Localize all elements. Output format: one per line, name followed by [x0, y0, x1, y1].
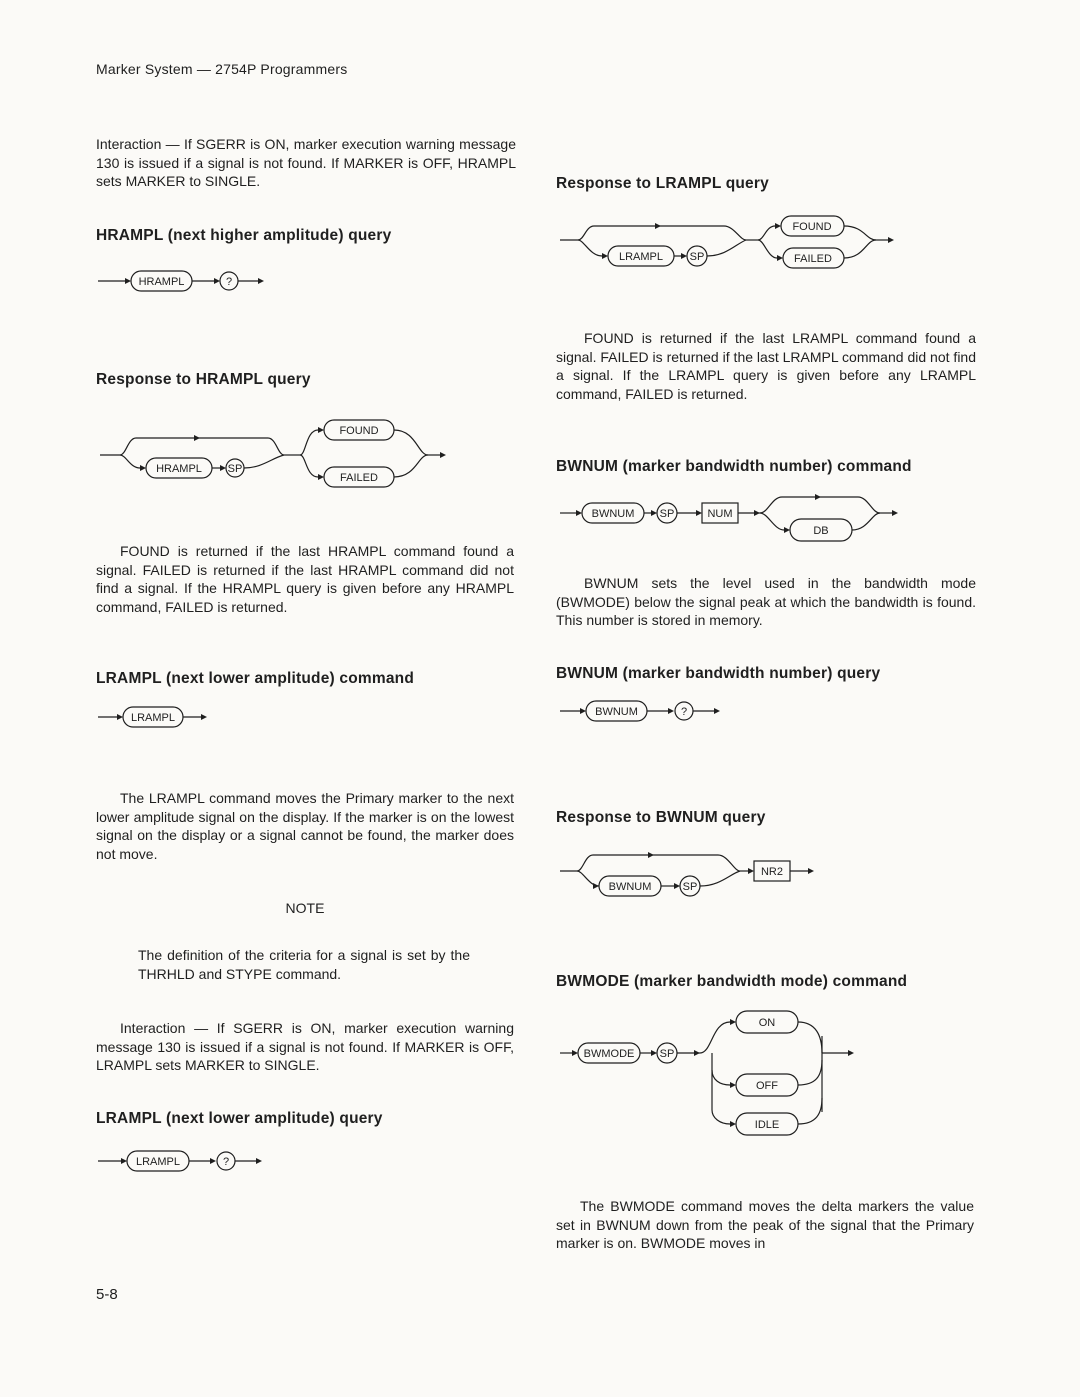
bwnum-command-description: BWNUM sets the level used in the bandwidth mode (BWMODE) below the signal peak at which the bandwidth is found. This number is stored in memory. — [556, 575, 976, 628]
failed-token: FAILED — [794, 253, 832, 265]
sp-token: SP — [682, 881, 698, 893]
lrampl-query-heading: LRAMPL (next lower amplitude) query — [96, 1110, 383, 1127]
bwnum-command-token: BWNUM — [591, 508, 635, 520]
sp-token: SP — [689, 251, 705, 263]
hrampl-response-token: HRAMPL — [156, 463, 202, 475]
on-token: ON — [758, 1017, 776, 1029]
hrampl-query-heading: HRAMPL (next higher amplitude) query — [96, 227, 392, 244]
bwnum-response-token: BWNUM — [608, 881, 652, 893]
hrampl-response-heading: Response to HRAMPL query — [96, 371, 311, 388]
db-token: DB — [813, 525, 829, 537]
failed-token: FAILED — [340, 472, 378, 484]
bwmode-command-heading: BWMODE (marker bandwidth mode) command — [556, 973, 908, 990]
idle-token: IDLE — [754, 1119, 780, 1131]
lrampl-command-token: LRAMPL — [130, 712, 176, 724]
bwnum-command-heading: BWNUM (marker bandwidth number) command — [556, 458, 912, 475]
note-text: The definition of the criteria for a signal is set by the THRHLD and STYPE command. — [138, 947, 470, 982]
sp-token: SP — [659, 1048, 675, 1060]
hrampl-response-description: FOUND is returned if the last HRAMPL command found a signal. FAILED is returned if the last HRAMPL command did not find a signal. If the HRAMPL query is given before any HRAMPL command, FAILED is returned. — [96, 543, 514, 615]
found-token: FOUND — [792, 221, 832, 233]
nr2-token: NR2 — [760, 866, 784, 878]
page-number: 5-8 — [96, 1286, 118, 1303]
lrampl-response-token: LRAMPL — [618, 251, 664, 263]
bwnum-query-token: BWNUM — [595, 706, 638, 718]
lrampl-command-description: The LRAMPL command moves the Primary marker to the next lower amplitude signal on the display. If the marker is on the lowest signal on the display or a signal cannot be found, the marker does not move. — [96, 790, 514, 862]
question-mark-token: ? — [222, 1156, 230, 1168]
hrampl-token: HRAMPL — [138, 276, 185, 288]
bwnum-response-heading: Response to BWNUM query — [556, 809, 766, 826]
sp-token: SP — [227, 463, 243, 475]
note-title: NOTE — [285, 900, 325, 916]
page-header: Marker System — 2754P Programmers — [96, 61, 348, 77]
question-mark-token: ? — [680, 706, 688, 718]
lrampl-response-heading: Response to LRAMPL query — [556, 175, 769, 192]
question-mark-token: ? — [225, 276, 233, 288]
lrampl-response-description: FOUND is returned if the last LRAMPL command found a signal. FAILED is returned if the last LRAMPL command did not find a signal. If the LRAMPL query is given before any LRAMPL command, FAILED is returned. — [556, 330, 976, 402]
found-token: FOUND — [339, 425, 379, 437]
off-token: OFF — [756, 1080, 778, 1092]
bwmode-command-description: The BWMODE command moves the delta markers the value set in BWNUM down from the peak of the signal that the Primary marker is on. BWMODE moves in — [556, 1198, 974, 1251]
bwmode-command-token: BWMODE — [583, 1048, 635, 1060]
bwnum-query-heading: BWNUM (marker bandwidth number) query — [556, 665, 881, 682]
lrampl-interaction-text: Interaction — If SGERR is ON, marker execution warning message 130 is issued if a signal is not found. If MARKER is OFF, LRAMPL sets MARKER to SINGLE. — [96, 1020, 514, 1073]
lrampl-query-token: LRAMPL — [135, 1156, 181, 1168]
sp-token: SP — [659, 508, 675, 520]
lrampl-command-heading: LRAMPL (next lower amplitude) command — [96, 670, 415, 687]
hrampl-interaction-text: Interaction — If SGERR is ON, marker execution warning message 130 is issued if a signal is not found. If MARKER is OFF, HRAMPL sets MARKER to SINGLE. — [96, 136, 516, 189]
num-token: NUM — [707, 508, 733, 520]
